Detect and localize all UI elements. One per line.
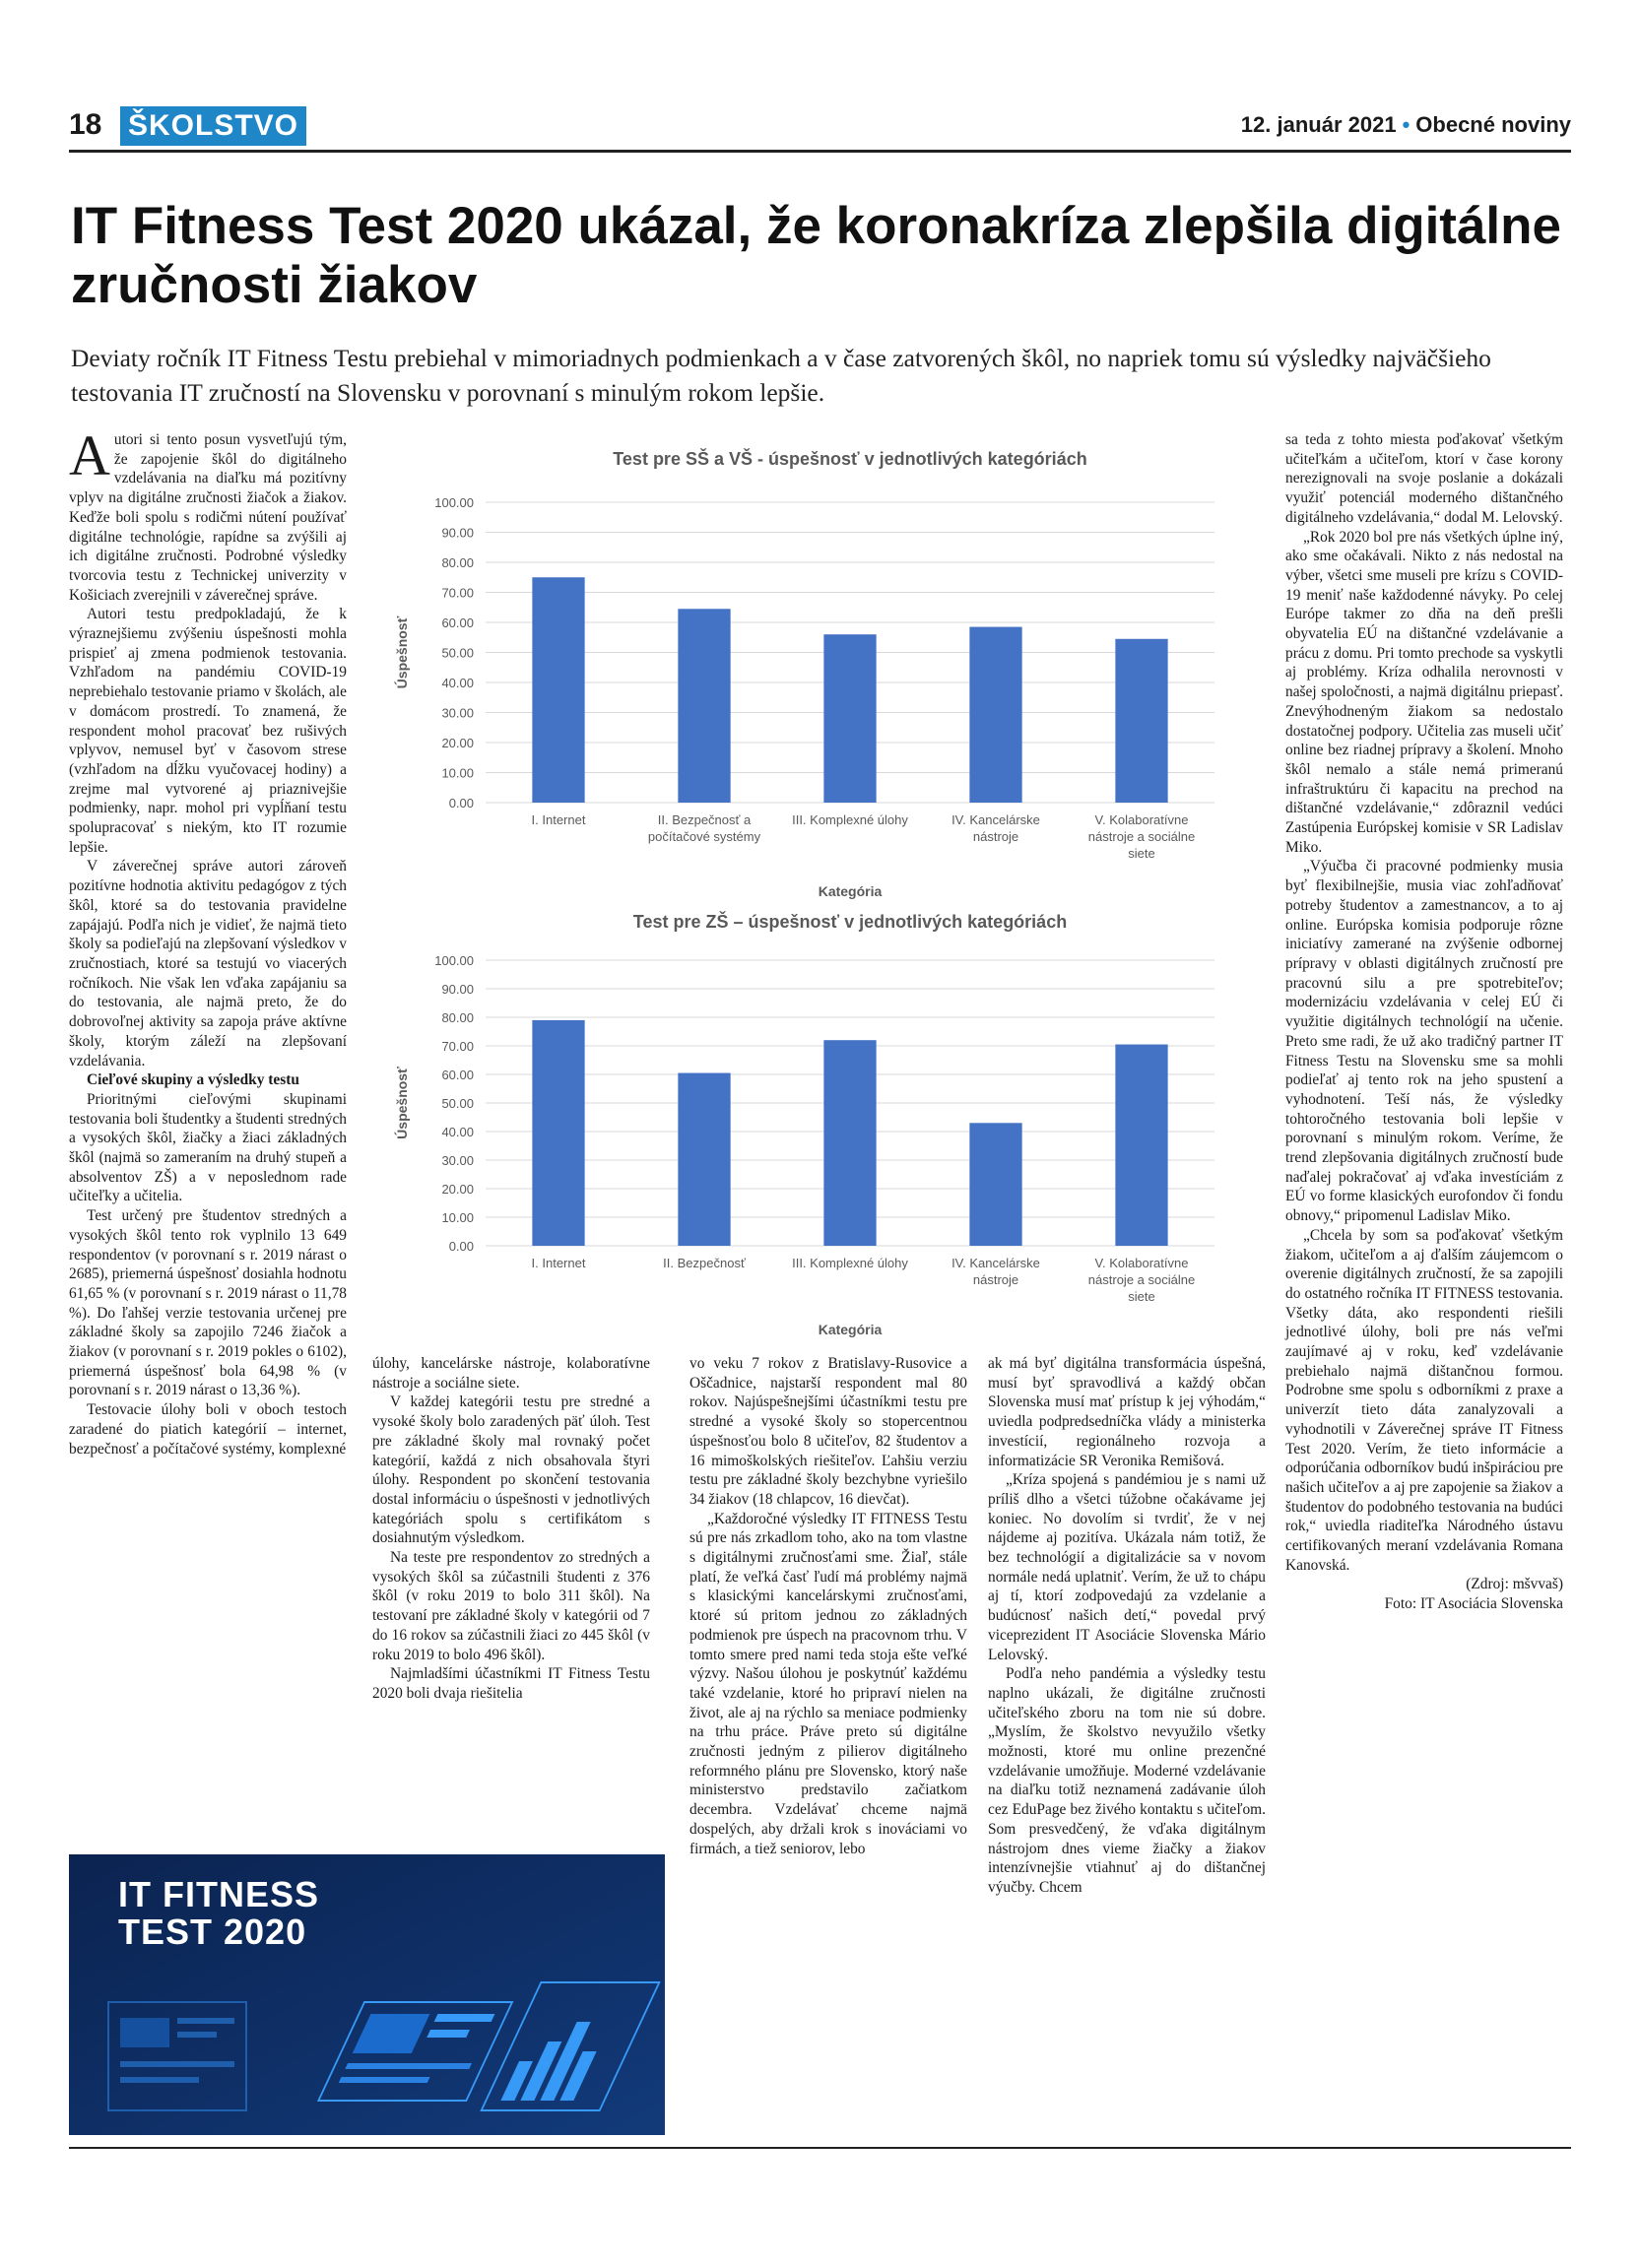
y-tick-label: 40.00 [441,1125,474,1139]
bar [823,634,876,803]
header-rule [69,150,1571,153]
paragraph: „Rok 2020 bol pre nás všetkých úplne iný, ako sme očakávali. Nikto z nás nedostal na výber, všetci sme museli pre krízu s COVID-19 meniť naše každodenné návyky. Po celej Európe takmer zo dňa na deň prešli obyvatelia EÚ na dištančné vzdelávanie a prácu z domu. Pri tomto prechode sa vyskytli aj problémy. Kríza odhalila nerovnosti v našej spoločnosti, a najmä digitálnu priepasť. Znevýhodneným žiakom sa nedostalo dostatočnej podpory. Učitelia zas museli učiť online bez riadnej prípravy a školení. Mnoho škôl nemalo a stále nemá primeranú infraštruktúru či kapacitu na prechod na dištančné vzdelávanie,“ zdôraznil vedúci Zastúpenia Európskej komisie v SR Ladislav Miko. [1285,528,1563,856]
paragraph: Prioritnými cieľovými skupinami testovania boli študentky a študenti stredných a vysokých škôl, žiačky a žiaci základných škôl (najmä so zameraním na druhý stupeň a absolventov ZŠ) a v neposlednom rade učiteľky a učitelia. [69,1090,347,1205]
paragraph: Test určený pre študentov stredných a vysokých škôl tento rok vyplnilo 13 649 respondentov (v porovnaní s r. 2019 nárast o 2685), priemerná úspešnosť dosiahla hodnotu 61,65 % (v porovnaní s r. 2019 nárast o 11,78 %). Do ľahšej verzie testovania určenej pre základné školy sa zapojilo 7246 žiačok a žiakov (v porovnaní s r. 2019 pokles o 6102), priemerná úspešnosť bola 64,98 % (v porovnaní s r. 2019 nárast o 13,36 %). [69,1207,347,1399]
article-lead: Deviaty ročník IT Fitness Testu prebiehal v mimoriadnych podmienkach a v čase zatvorených škôl, no napriek tomu sú výsledky najväčšieho testovania IT zručností na Slovensku v porovnaní s minulým rokom lepšie. [71,344,1491,407]
y-tick-label: 80.00 [441,555,474,570]
y-axis-label: Úspešnosť [394,1067,410,1139]
chart-title: Test pre SŠ a VŠ - úspešnosť v jednotlivých kategóriách [613,449,1087,469]
chart-ss-vs-svg [377,443,1244,911]
bar [823,1040,876,1246]
y-tick-label: 20.00 [441,1182,474,1197]
article-column-2 [372,1354,650,1704]
paragraph: Na teste pre respondentov zo stredných a vysokých škôl sa zúčastnili študenti z 376 škôl (v roku 2019 to bolo 311 škôl). Na testovaní pre základné školy v kategórii od 7 do 16 rokov sa zúčastnili žiaci zo 445 škôl (v roku 2019 to bolo 496 škôl). [372,1549,650,1663]
paragraph: Podľa neho pandémia a výsledky testu naplno ukázali, že digitálne zručnosti učiteľského zboru na tom nie sú dobre. „Myslím, že školstvo nevyužilo všetky možnosti, ktoré mu online prezenčné vzdelávanie umožňuje. Moderné vzdelávanie na diaľku totiž neznamená zadávanie úloh cez EduPage bez živého kontaktu s učiteľom. Som presvedčený, že vďaka digitálnym nástrojom dnes vieme žiačky a žiakov intenzívnejšie vtiahnuť aj do dištančnej výučby. Chcem [988,1665,1266,1896]
chart-zs [377,906,1244,1349]
y-axis-label: Úspešnosť [394,616,410,689]
paragraph: „Výučba či pracovné podmienky musia byť flexibilnejšie, musia viac zohľadňovať potreby študentov a zamestnancov, a to aj online. Európska komisia podporuje rôzne iniciatívy zamerané na zvýšenie odbornej prípravy v oblasti digitálnych zručností pre pracovnú silu a pre spotrebiteľov; modernizáciu vzdelávania v celej EÚ či využitie digitálnych technológií na učenie. Preto sme radi, že už ako tradičný partner IT Fitness Testu na Slovensku sme sa mohli podieľať aj tento rok na jeho spustení a vyhodnotení. Teší nás, že výsledky tohtoročného testovania boli lepšie v porovnaní s minulým rokom. Veríme, že trend zlepšovania digitálnych zručností bude naďalej pokračovať aj vďaka investíciám z EÚ vo forme klasických eurofondov či fondu obnovy,“ pripomenul Ladislav Miko. [1285,858,1563,1225]
y-tick-label: 30.00 [441,1153,474,1168]
y-tick-label: 90.00 [441,525,474,541]
article-headline: IT Fitness Test 2020 ukázal, že koronakríza zlepšila digitálne zručnosti žiakov [71,197,1562,314]
photo-credit: Foto: IT Asociácia Slovenska [1384,1595,1563,1613]
chart-title: Test pre ZŠ – úspešnosť v jednotlivých kategóriách [632,912,1068,932]
y-tick-label: 80.00 [441,1010,474,1025]
y-tick-label: 50.00 [441,1096,474,1111]
x-tick-label: III. Komplexné úlohy [792,1256,908,1270]
x-tick-label: V. Kolaboratívne nástroje a sociálne siete [1087,1256,1196,1304]
paragraph: Testovacie úlohy boli v oboch testoch zaradené do piatich kategórií – internet, bezpečnosť a počítačové systémy, komplexné [69,1401,347,1458]
y-tick-label: 70.00 [441,585,474,601]
bar [532,577,584,803]
y-tick-label: 70.00 [441,1039,474,1054]
issue-info [1241,112,1571,138]
page-number: 18 [69,108,102,141]
it-fitness-promo-image [69,1854,665,2135]
paragraph: „Kríza spojená s pandémiou je s nami už príliš dlho a všetci túžobne očakávame jej koniec. No dovolím si tvrdiť, že v nej nájdeme aj pozitíva. Ukázala nám totiž, že bez technológií a digitalizácie sa v novom normále nedá uplatniť. Verím, že už to chápu aj tí, ktorí zodpovedajú za vzdelanie a budúcnosť našich detí,“ povedal prvý viceprezident IT Asociácie Slovenska Mário Lelovský. [988,1471,1266,1663]
paragraph: V každej kategórii testu pre stredné a vysoké školy bolo zaradených päť úloh. Test pre základné školy mal rovnaký počet kategórií, každá z nich obsahovala štyri úlohy. Respondent po skončení testovania dostal informáciu o úspešnosti v jednotlivých kategóriách spolu s certifikátom s dosiahnutým výsledkom. [372,1393,650,1547]
x-tick-label: IV. Kancelárske nástroje [951,1256,1040,1287]
article-column-5 [1285,430,1563,1614]
x-tick-label: II. Bezpečnosť [663,1256,746,1270]
promo-title: IT FITNESS TEST 2020 [118,1874,320,1952]
source-credit: (Zdroj: mšvvaš) [1466,1576,1563,1593]
subheading: Cieľové skupiny a výsledky testu [87,1071,299,1089]
y-tick-label: 0.00 [448,1239,474,1254]
y-tick-label: 20.00 [441,736,474,750]
x-tick-label: III. Komplexné úlohy [792,812,908,827]
paragraph: Autori si tento posun vysvetľujú tým, že zapojenie škôl do digitálneho vzdelávania na diaľku má pozitívny vplyv na digitálne zručnosti žiačok a žiakov. Keďže boli spolu s rodičmi nútení používať digitálne technológie, rapídne sa zvýšili aj ich digitálne zručnosti. Podrobné výsledky tvorcovia testu z Technickej univerzity v Košiciach zverejnili v záverečnej správe. [69,423,347,604]
bar [678,609,730,803]
article-column-3 [689,1354,967,1858]
paragraph: úlohy, kancelárske nástroje, kolaboratívne nástroje a sociálne siete. [372,1355,650,1392]
article-column-1 [69,423,347,1458]
paragraph: „Každoročné výsledky IT FITNESS Testu sú pre nás zrkadlom toho, ako na tom vlastne s digitálnymi zručnosťami sme. Žiaľ, stále platí, že veľká časť ľudí má problémy najmä s klasickými kancelárskymi zručnosťami, ktoré sú pritom jednou zo základných podmienok pre úspech na pracovnom trhu. V tomto smere pred nami teda stoja ešte veľké výzvy. Našou úlohou je poskytnúť každému také vzdelanie, ktoré ho pripraví nielen na život, ale aj na rýchlo sa meniace podmienky na trhu práce. Práve preto sú digitálne zručnosti jedným z pilierov digitálneho reformného plánu pre Slovensko, ktorý naše ministerstvo predstavilo začiatkom decembra. Vzdelávať chceme najmä dospelých, aby držali krok s inováciami vo firmách, a tiež seniorov, lebo [689,1510,967,1857]
bar [532,1020,584,1246]
x-tick-label: II. Bezpečnosť a počítačové systémy [647,812,761,844]
y-tick-label: 90.00 [441,982,474,997]
footer-rule [69,2147,1571,2149]
bar [969,1123,1021,1246]
bar [1115,1045,1167,1246]
chart-ss-vs [377,443,1244,911]
issue-date: 12. január 2021 [1240,112,1397,137]
paragraph: ak má byť digitálna transformácia úspešná, musí byť spravodlivá a každý občan Slovenska musí mať prístup k jej výhodám,“ uviedla podpredsedníčka vlády a ministerka investícií, regionálneho rozvoja a informatizácie SR Veronika Remišová. [988,1355,1266,1469]
y-tick-label: 10.00 [441,765,474,781]
bar [678,1073,730,1246]
bar [969,627,1021,803]
paragraph: vo veku 7 rokov z Bratislavy-Rusovice a Oščadnice, najstarší respondent mal 80 rokov. Najúspešnejšími účastníkmi testu pre stredné a vysoké školy so stopercentnou úspešnosťou bolo 8 učiteľov, 82 študentov a 16 mimoškolských riešiteľov. Ľahšiu verziu testu pre základné školy bezchybne vyriešilo 34 žiakov (18 chlapcov, 16 dievčat). [689,1355,967,1508]
x-tick-label: I. Internet [531,1256,586,1270]
x-tick-label: I. Internet [531,812,586,827]
x-tick-label: IV. Kancelárske nástroje [951,812,1040,844]
y-tick-label: 60.00 [441,1068,474,1082]
y-tick-label: 30.00 [441,705,474,721]
x-axis-label: Kategória [818,883,883,899]
bar [1115,639,1167,803]
article-column-4 [988,1354,1266,1898]
section-badge: ŠKOLSTVO [120,106,306,146]
paragraph: Najmladšími účastníkmi IT Fitness Testu 2020 boli dvaja riešitelia [372,1665,650,1702]
paragraph: V záverečnej správe autori zároveň pozitívne hodnotia aktivitu pedagógov z tých škôl, ktoré sa do testovania pravidelne zapájajú. Podľa nich je vidieť, že najmä tieto školy sa podieľajú na zlepšovaní výsledkov v zručnostiach, ktoré sa testujú vo viacerých ročníkoch. Nie však len vďaka zapájaniu sa do testovania, ale najmä preto, že do dobrovoľnej aktivity sa zapoja práve aktívne školy, ktorým záleží na zlepšovaní vzdelávania. [69,858,347,1069]
x-axis-label: Kategória [818,1322,883,1337]
publication-name: Obecné noviny [1415,112,1571,137]
paragraph: „Chcela by som sa poďakovať všetkým žiakom, učiteľom a aj ďalším záujemcom o overenie digitálnych zručností, že sa zapojili do ostatného ročníka IT FITNESS testovania. Všetky dáta, ako respondenti riešili jednotlivé úlohy, boli pre nás veľmi zaujímavé aj v roku, keď vzdelávanie prebiehalo najmä dištančnou formou. Podrobne sme spolu s odborníkmi z praxe a univerzít tieto dáta zanalyzovali a vyhodnotili v Záverečnej správe IT Fitness Test 2020. Verím, že tieto informácie a odporúčania odborníkov budú inšpiráciou pre našich učiteľov a aj pre zapojenie sa žiakov a študentov do podobného testovania na budúci rok,“ uviedla riaditeľka Národného ústavu certifikovaných meraní vzdelávania Romana Kanovská. [1285,1226,1563,1574]
y-tick-label: 50.00 [441,645,474,661]
y-tick-label: 40.00 [441,676,474,690]
y-tick-label: 100.00 [434,495,474,510]
separator-bullet: • [1402,112,1410,137]
drop-cap: A [69,423,110,487]
y-tick-label: 100.00 [434,953,474,968]
y-tick-label: 60.00 [441,616,474,630]
paragraph: sa teda z tohto miesta poďakovať všetkým učiteľkám a učiteľom, ktorí v čase korony nerezignovali na svoje poslanie a dokázali využiť potenciál moderného dištančného digitálneho vzdelávania,“ dodal M. Lelovský. [1285,431,1563,526]
y-tick-label: 0.00 [448,796,474,810]
paragraph: Autori testu predpokladajú, že k výraznejšiemu zvýšeniu úspešnosti mohla prispieť aj zmena podmienok testovania. Vzhľadom na pandémiu COVID-19 neprebiehalo testovanie priamo v školách, ale v domácom prostredí. To znamená, že respondent mohol pracovať bez rušivých vplyvov, nemusel byť v časovom strese (vzhľadom na dĺžku vyučovacej hodiny) a zrejme mal vytvorené aj priaznivejšie podmienky, napr. mohol pri vypĺňaní testu spolupracovať s niekým, kto IT rozumie lepšie. [69,606,347,856]
y-tick-label: 10.00 [441,1210,474,1225]
chart-zs-svg [377,906,1244,1349]
x-tick-label: V. Kolaboratívne nástroje a sociálne siete [1087,812,1196,861]
page-header [69,106,1571,150]
